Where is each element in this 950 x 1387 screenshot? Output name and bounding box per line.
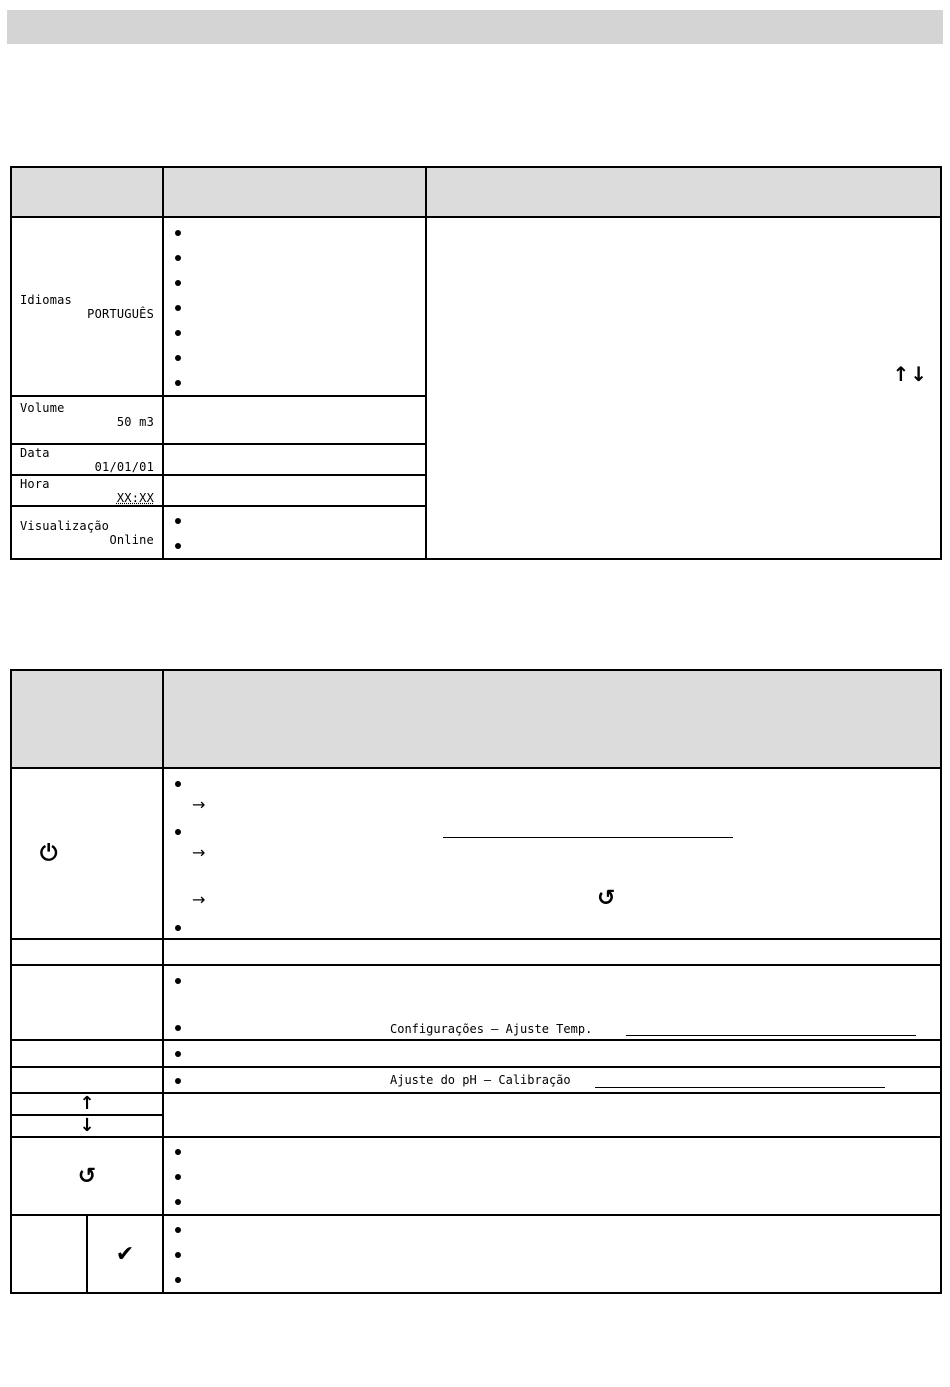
list-item bbox=[164, 1189, 940, 1214]
settings-table bbox=[10, 166, 942, 560]
table1-header-col3 bbox=[426, 167, 941, 217]
lcd-visualizacao bbox=[11, 506, 163, 559]
hora-desc bbox=[163, 475, 426, 506]
underline bbox=[443, 837, 733, 838]
menu-ref-ph: Ajuste do pH – Calibração bbox=[390, 1073, 571, 1087]
ph-desc bbox=[163, 1067, 941, 1093]
up-button-cell bbox=[11, 1093, 163, 1115]
list-item bbox=[164, 1139, 940, 1164]
back-button-cell bbox=[11, 1137, 163, 1215]
lcd-value: 50 m3 bbox=[116, 415, 154, 429]
button-cell bbox=[11, 1067, 163, 1093]
volume-desc bbox=[163, 396, 426, 444]
lcd-label: Volume bbox=[20, 401, 65, 415]
list-item bbox=[164, 508, 425, 533]
check-icon: ✔ bbox=[115, 1241, 135, 1267]
table2-header-col1 bbox=[11, 670, 163, 768]
arrow-right-icon: → bbox=[192, 890, 206, 909]
arrow-down-icon: ↓ bbox=[79, 1115, 95, 1136]
menu-ref-temp: Configurações – Ajuste Temp. bbox=[390, 1022, 593, 1036]
bullet bbox=[175, 978, 181, 984]
lcd-hora bbox=[11, 475, 163, 506]
power-desc bbox=[163, 768, 941, 939]
lcd-idiomas bbox=[11, 217, 163, 396]
arrow-up-icon: ↑ bbox=[79, 1093, 95, 1114]
list-item bbox=[164, 320, 425, 345]
table1-header-col1 bbox=[11, 167, 163, 217]
lcd-label: Idiomas bbox=[20, 292, 72, 307]
list-item bbox=[164, 1267, 940, 1292]
idiomas-options bbox=[163, 217, 426, 396]
lcd-data bbox=[11, 444, 163, 475]
confirm-desc bbox=[163, 1215, 941, 1293]
visualizacao-options bbox=[163, 506, 426, 559]
button-cell bbox=[11, 1215, 87, 1293]
table2-header-col2 bbox=[163, 670, 941, 768]
lcd-volume bbox=[11, 396, 163, 444]
lcd-label: Data bbox=[20, 446, 50, 460]
button-cell bbox=[11, 939, 163, 965]
power-icon: ⏻ bbox=[40, 841, 58, 866]
arrow-right-icon: → bbox=[192, 795, 206, 814]
table1-header-col2 bbox=[163, 167, 426, 217]
button-cell bbox=[11, 1040, 163, 1067]
undo-icon: ↺ bbox=[77, 1163, 97, 1189]
list-item bbox=[164, 270, 425, 295]
list-item bbox=[164, 1217, 940, 1242]
lcd-value: PORTUGUÊS bbox=[87, 306, 154, 321]
down-button-cell bbox=[11, 1115, 163, 1137]
data-desc bbox=[163, 444, 426, 475]
section-header-bar bbox=[7, 10, 943, 44]
description-cell bbox=[426, 217, 941, 559]
power-button-cell bbox=[11, 768, 163, 939]
undo-icon: ↺ bbox=[597, 886, 616, 911]
list-item bbox=[164, 370, 425, 395]
list-item bbox=[164, 1164, 940, 1189]
list-item bbox=[164, 345, 425, 370]
list-item bbox=[164, 771, 940, 796]
underline bbox=[595, 1087, 885, 1088]
up-down-arrows-icon: ↑↓ bbox=[892, 362, 928, 386]
button-cell bbox=[11, 965, 163, 1040]
list-item bbox=[164, 1242, 940, 1267]
list-item bbox=[164, 220, 425, 245]
list-item bbox=[164, 245, 425, 270]
button-desc bbox=[163, 1040, 941, 1067]
bullet bbox=[175, 1078, 181, 1084]
arrows-desc bbox=[163, 1093, 941, 1137]
temp-desc bbox=[163, 965, 941, 1040]
lcd-label: Hora bbox=[20, 477, 50, 491]
underline bbox=[626, 1035, 916, 1036]
bullet bbox=[175, 829, 181, 835]
button-desc bbox=[163, 939, 941, 965]
back-desc bbox=[163, 1137, 941, 1215]
lcd-value: 01/01/01 bbox=[94, 460, 154, 474]
bullet bbox=[175, 925, 181, 931]
buttons-table bbox=[10, 669, 942, 1294]
lcd-value: XX:XX bbox=[116, 491, 154, 505]
confirm-button-cell bbox=[87, 1215, 163, 1293]
list-item bbox=[164, 533, 425, 558]
list-item bbox=[164, 295, 425, 320]
lcd-value: Online bbox=[109, 532, 154, 547]
bullet bbox=[175, 1025, 181, 1031]
lcd-label: Visualização bbox=[20, 518, 110, 533]
arrow-right-icon: → bbox=[192, 843, 206, 862]
bullet bbox=[175, 1051, 181, 1057]
